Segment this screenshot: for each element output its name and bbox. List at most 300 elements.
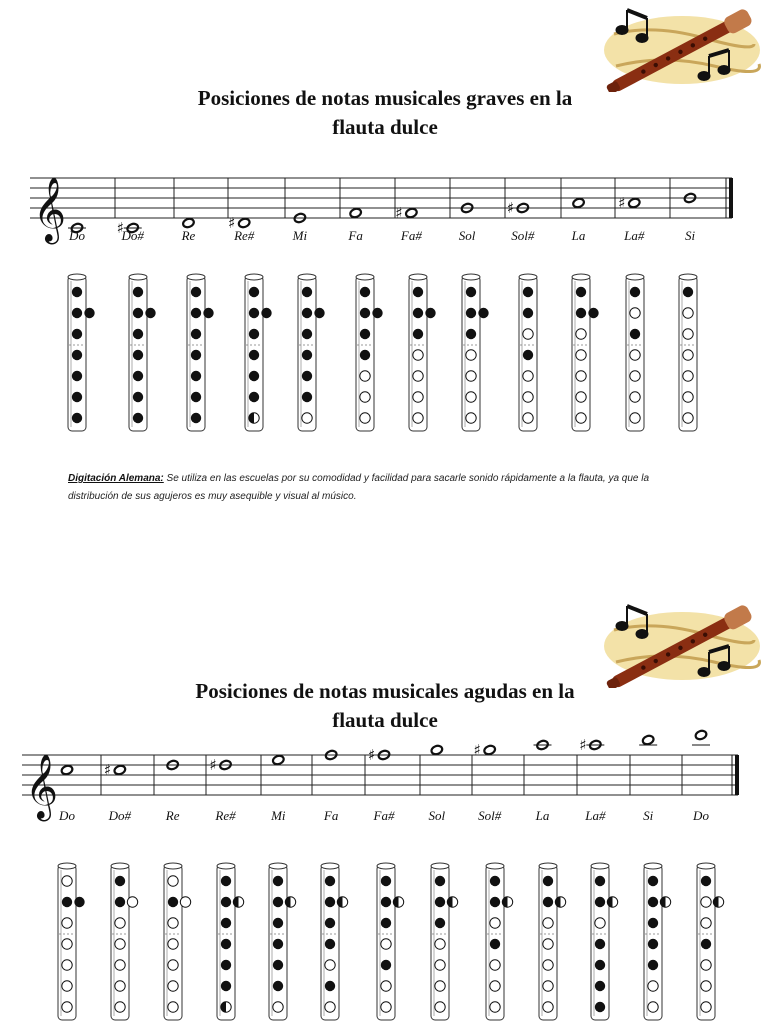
flute-top-rim: [298, 274, 316, 280]
hole-open: [683, 329, 693, 339]
hole-closed: [115, 876, 125, 886]
hole-closed: [588, 308, 598, 318]
note-head: [405, 207, 418, 218]
hole-closed: [191, 329, 201, 339]
note-head: [182, 217, 195, 228]
hole-open: [683, 371, 693, 381]
note-label: La: [571, 228, 586, 243]
hole-closed: [595, 897, 605, 907]
title-graves-line2: flauta dulce: [332, 115, 438, 139]
hole-closed: [273, 981, 283, 991]
hole-open: [168, 918, 178, 928]
hole-closed: [595, 876, 605, 886]
note-head: [572, 197, 585, 208]
hole-closed: [466, 308, 476, 318]
hole-open: [466, 392, 476, 402]
hole-open: [576, 350, 586, 360]
hole-closed: [523, 350, 533, 360]
hole-open: [273, 1002, 283, 1012]
hole-open: [435, 1002, 445, 1012]
hole-closed: [523, 308, 533, 318]
recorder-logo-icon: [594, 600, 764, 688]
hole-open: [701, 960, 711, 970]
hole-closed: [84, 308, 94, 318]
flute-top-rim: [269, 863, 287, 869]
hole-closed: [466, 287, 476, 297]
hole-closed: [191, 371, 201, 381]
hole-closed: [273, 876, 283, 886]
note-label: Sol: [458, 228, 476, 243]
whole-note: [579, 736, 604, 754]
flute-fingering-diagram: [57, 862, 93, 1024]
flute-fingering-diagram: [538, 862, 574, 1024]
whole-note: [60, 764, 73, 775]
flute-fingering-diagram: [461, 273, 497, 435]
hole-closed: [191, 392, 201, 402]
note-label: Fa#: [373, 808, 395, 823]
flute-fingering-diagram: [110, 862, 146, 1024]
hole-closed: [249, 392, 259, 402]
hole-closed: [381, 897, 391, 907]
note-head: [628, 197, 641, 208]
flute-top-rim: [377, 863, 395, 869]
hole-open: [630, 392, 640, 402]
hole-closed: [630, 329, 640, 339]
hole-closed: [435, 876, 445, 886]
hole-open: [413, 350, 423, 360]
note-label: Do: [59, 808, 75, 823]
hole-closed: [133, 329, 143, 339]
hole-open: [435, 960, 445, 970]
hole-open: [648, 1002, 658, 1012]
note-head: [238, 217, 251, 228]
hole-open: [62, 960, 72, 970]
flute-top-rim: [217, 863, 235, 869]
hole-closed: [191, 413, 201, 423]
flute-fingering-diagram: [625, 273, 661, 435]
hole-open: [466, 413, 476, 423]
whole-note: [430, 744, 443, 755]
hole-open: [701, 981, 711, 991]
whole-note: [474, 741, 497, 759]
flute-fingering-diagram: [355, 273, 391, 435]
flute-fingering-diagram: [268, 862, 304, 1024]
hole-closed: [648, 876, 658, 886]
hole-open: [595, 918, 605, 928]
hole-open: [115, 1002, 125, 1012]
title-graves-line1: Posiciones de notas musicales graves en la: [197, 86, 573, 110]
hole-open: [381, 939, 391, 949]
sharp-sign: ♯: [473, 741, 481, 759]
hole-open: [360, 392, 370, 402]
hole-closed: [683, 287, 693, 297]
note-head: [483, 744, 496, 755]
flute-top-rim: [644, 863, 662, 869]
whole-note: [395, 204, 418, 222]
hole-closed: [648, 939, 658, 949]
note-label: Do: [69, 228, 85, 243]
staff-lines: [30, 178, 732, 218]
hole-open: [683, 308, 693, 318]
hole-open: [381, 981, 391, 991]
hole-open: [466, 371, 476, 381]
note-head: [694, 729, 707, 740]
note-label: Fa: [323, 808, 339, 823]
hole-closed: [413, 308, 423, 318]
flute-top-rim: [431, 863, 449, 869]
hole-closed: [425, 308, 435, 318]
whole-note: [692, 729, 710, 745]
hole-closed: [221, 918, 231, 928]
hole-closed: [543, 876, 553, 886]
hole-open: [62, 981, 72, 991]
whole-note: [272, 754, 285, 765]
hole-closed: [435, 897, 445, 907]
description-term: Digitación Alemana:: [68, 473, 164, 484]
hole-closed: [413, 287, 423, 297]
hole-closed: [325, 876, 335, 886]
hole-open: [180, 897, 190, 907]
hole-closed: [168, 897, 178, 907]
hole-closed: [595, 960, 605, 970]
description-text: Se utiliza en las escuelas por su comodidad y facilidad para sacarle sonido rápidamente a la flauta, ya que la distribución de sus agujeros es muy asequible y visual al músico.: [68, 473, 650, 502]
hole-closed: [302, 329, 312, 339]
hole-closed: [72, 350, 82, 360]
hole-open: [115, 918, 125, 928]
note-label: Si: [643, 808, 654, 823]
hole-closed: [191, 308, 201, 318]
whole-note: [182, 217, 195, 228]
hole-closed: [701, 876, 711, 886]
sharp-sign: ♯: [368, 746, 376, 764]
note-label: Fa: [348, 228, 363, 243]
hole-open: [630, 371, 640, 381]
hole-open: [490, 1002, 500, 1012]
hole-closed: [325, 918, 335, 928]
note-label: Do#: [108, 808, 132, 823]
flute-fingering-diagram: [485, 862, 521, 1024]
sharp-sign: ♯: [506, 199, 515, 217]
flute-fingering-diagram: [643, 862, 679, 1024]
flute-fingering-diagram: [320, 862, 356, 1024]
note-head: [113, 764, 126, 775]
flute-fingering-diagram: [244, 273, 280, 435]
flute-fingering-diagram: [216, 862, 252, 1024]
flute-fingering-diagram: [376, 862, 412, 1024]
hole-open: [701, 897, 711, 907]
sharp-sign: ♯: [116, 219, 124, 237]
hole-open: [168, 1002, 178, 1012]
hole-closed: [261, 308, 271, 318]
note-label: Do: [693, 808, 709, 823]
hole-closed: [221, 939, 231, 949]
flute-fingering-diagram: [696, 862, 732, 1024]
flute-top-rim: [321, 863, 339, 869]
hole-closed: [325, 939, 335, 949]
flute-top-rim: [129, 274, 147, 280]
hole-open: [413, 371, 423, 381]
flute-top-rim: [591, 863, 609, 869]
hole-closed: [72, 371, 82, 381]
hole-open: [62, 876, 72, 886]
whole-note: [572, 197, 585, 208]
hole-open: [490, 981, 500, 991]
hole-closed: [203, 308, 213, 318]
hole-open: [325, 1002, 335, 1012]
hole-closed: [630, 287, 640, 297]
hole-open: [523, 392, 533, 402]
hole-closed: [325, 981, 335, 991]
flute-top-rim: [58, 863, 76, 869]
hole-closed: [133, 350, 143, 360]
note-head: [272, 754, 285, 765]
hole-closed: [249, 287, 259, 297]
hole-closed: [302, 350, 312, 360]
fingering-description: [68, 470, 688, 506]
note-label: Sol#: [478, 808, 502, 823]
staff-lines: [22, 755, 738, 795]
hole-open: [523, 371, 533, 381]
flute-top-rim: [679, 274, 697, 280]
hole-open: [168, 939, 178, 949]
hole-open: [576, 329, 586, 339]
hole-closed: [302, 392, 312, 402]
hole-closed: [490, 876, 500, 886]
hole-open: [630, 350, 640, 360]
note-label: Sol: [428, 808, 446, 823]
hole-closed: [576, 308, 586, 318]
hole-closed: [133, 413, 143, 423]
hole-open: [543, 960, 553, 970]
note-label: Re#: [234, 228, 255, 243]
hole-open: [576, 392, 586, 402]
hole-closed: [72, 329, 82, 339]
flute-fingering-diagram: [297, 273, 333, 435]
whole-note: [349, 207, 362, 218]
title-graves: [140, 84, 630, 142]
hole-open: [115, 981, 125, 991]
hole-open: [490, 918, 500, 928]
treble-clef-icon: 𝄞: [25, 754, 59, 819]
hole-open: [115, 939, 125, 949]
flute-top-rim: [462, 274, 480, 280]
hole-closed: [490, 939, 500, 949]
hole-closed: [249, 308, 259, 318]
hole-open: [683, 413, 693, 423]
sharp-sign: ♯: [579, 736, 587, 754]
hole-open: [683, 350, 693, 360]
hole-closed: [325, 897, 335, 907]
hole-closed: [314, 308, 324, 318]
hole-closed: [221, 981, 231, 991]
hole-open: [543, 1002, 553, 1012]
hole-open: [490, 960, 500, 970]
hole-closed: [74, 897, 84, 907]
hole-open: [576, 371, 586, 381]
hole-closed: [221, 897, 231, 907]
note-label: Mi: [271, 808, 286, 823]
hole-closed: [413, 329, 423, 339]
recorder-logo-icon: [594, 4, 764, 92]
title-agudas-line1: Posiciones de notas musicales agudas en la: [195, 679, 575, 703]
hole-closed: [191, 350, 201, 360]
flute-top-rim: [486, 863, 504, 869]
flute-fingering-diagram: [408, 273, 444, 435]
note-label: Mi: [292, 228, 308, 243]
title-agudas-line2: flauta dulce: [332, 708, 438, 732]
hole-open: [576, 413, 586, 423]
hole-open: [701, 1002, 711, 1012]
flute-top-rim: [245, 274, 263, 280]
hole-open: [413, 392, 423, 402]
note-label: Fa#: [400, 228, 422, 243]
flute-fingering-diagram: [571, 273, 607, 435]
flute-fingering-diagram: [163, 862, 199, 1024]
flute-fingering-diagram: [518, 273, 554, 435]
flute-fingering-diagram: [430, 862, 466, 1024]
note-label: Re: [181, 228, 196, 243]
note-head: [60, 764, 73, 775]
hole-closed: [490, 897, 500, 907]
flute-top-rim: [626, 274, 644, 280]
hole-open: [543, 918, 553, 928]
note-label: Do#: [121, 228, 144, 243]
sharp-sign: ♯: [228, 214, 236, 232]
flute-top-rim: [187, 274, 205, 280]
hole-open: [381, 1002, 391, 1012]
hole-closed: [595, 981, 605, 991]
hole-open: [302, 413, 312, 423]
hole-open: [360, 371, 370, 381]
hole-closed: [543, 897, 553, 907]
hole-open: [168, 960, 178, 970]
note-label: La#: [585, 808, 606, 823]
hole-open: [360, 413, 370, 423]
hole-closed: [648, 960, 658, 970]
hole-open: [466, 350, 476, 360]
hole-closed: [466, 329, 476, 339]
hole-closed: [360, 350, 370, 360]
note-head: [642, 734, 655, 745]
hole-closed: [133, 392, 143, 402]
hole-open: [630, 308, 640, 318]
hole-closed: [302, 308, 312, 318]
note-label: Re#: [215, 808, 236, 823]
hole-closed: [478, 308, 488, 318]
hole-closed: [133, 308, 143, 318]
hole-closed: [302, 371, 312, 381]
hole-closed: [381, 918, 391, 928]
hole-closed: [133, 371, 143, 381]
hole-closed: [249, 329, 259, 339]
note-head: [430, 744, 443, 755]
hole-closed: [72, 392, 82, 402]
hole-open: [62, 918, 72, 928]
hole-open: [435, 981, 445, 991]
hole-closed: [273, 939, 283, 949]
hole-open: [62, 939, 72, 949]
flute-top-rim: [68, 274, 86, 280]
note-label: Sol#: [511, 228, 535, 243]
flute-top-rim: [111, 863, 129, 869]
hole-open: [435, 939, 445, 949]
hole-open: [683, 392, 693, 402]
whole-note: [104, 761, 127, 779]
hole-closed: [115, 897, 125, 907]
hole-closed: [221, 876, 231, 886]
flute-top-rim: [409, 274, 427, 280]
hole-closed: [381, 960, 391, 970]
hole-open: [115, 960, 125, 970]
hole-closed: [273, 897, 283, 907]
flute-top-rim: [572, 274, 590, 280]
hole-closed: [62, 897, 72, 907]
hole-open: [168, 981, 178, 991]
hole-closed: [249, 350, 259, 360]
hole-closed: [145, 308, 155, 318]
hole-open: [523, 413, 533, 423]
hole-closed: [648, 918, 658, 928]
hole-closed: [302, 287, 312, 297]
hole-open: [413, 413, 423, 423]
title-agudas: [140, 677, 630, 735]
whole-note: [618, 194, 641, 212]
hole-closed: [381, 876, 391, 886]
hole-open: [168, 876, 178, 886]
hole-closed: [595, 939, 605, 949]
hole-closed: [360, 308, 370, 318]
flute-top-rim: [697, 863, 715, 869]
hole-closed: [701, 939, 711, 949]
hole-closed: [435, 918, 445, 928]
flute-fingering-diagram: [186, 273, 222, 435]
hole-open: [543, 939, 553, 949]
flute-fingering-diagram: [128, 273, 164, 435]
note-label: Re: [165, 808, 180, 823]
hole-closed: [360, 329, 370, 339]
hole-closed: [72, 413, 82, 423]
flute-top-rim: [539, 863, 557, 869]
whole-note: [534, 739, 552, 750]
treble-clef-icon: 𝄞: [33, 177, 67, 242]
hole-open: [701, 918, 711, 928]
flute-top-rim: [519, 274, 537, 280]
note-label: Si: [684, 228, 696, 243]
hole-open: [630, 413, 640, 423]
sharp-sign: ♯: [618, 194, 626, 212]
hole-open: [127, 897, 137, 907]
hole-closed: [133, 287, 143, 297]
hole-closed: [221, 960, 231, 970]
hole-closed: [273, 960, 283, 970]
hole-closed: [72, 308, 82, 318]
hole-closed: [249, 371, 259, 381]
hole-open: [543, 981, 553, 991]
sharp-sign: ♯: [209, 756, 217, 774]
hole-open: [523, 329, 533, 339]
hole-closed: [372, 308, 382, 318]
flute-fingering-diagram: [678, 273, 714, 435]
hole-closed: [191, 287, 201, 297]
whole-note: [639, 734, 657, 745]
hole-closed: [523, 287, 533, 297]
hole-closed: [72, 287, 82, 297]
sharp-sign: ♯: [103, 761, 112, 779]
flute-top-rim: [164, 863, 182, 869]
flute-fingering-diagram: [590, 862, 626, 1024]
hole-open: [62, 1002, 72, 1012]
hole-closed: [576, 287, 586, 297]
